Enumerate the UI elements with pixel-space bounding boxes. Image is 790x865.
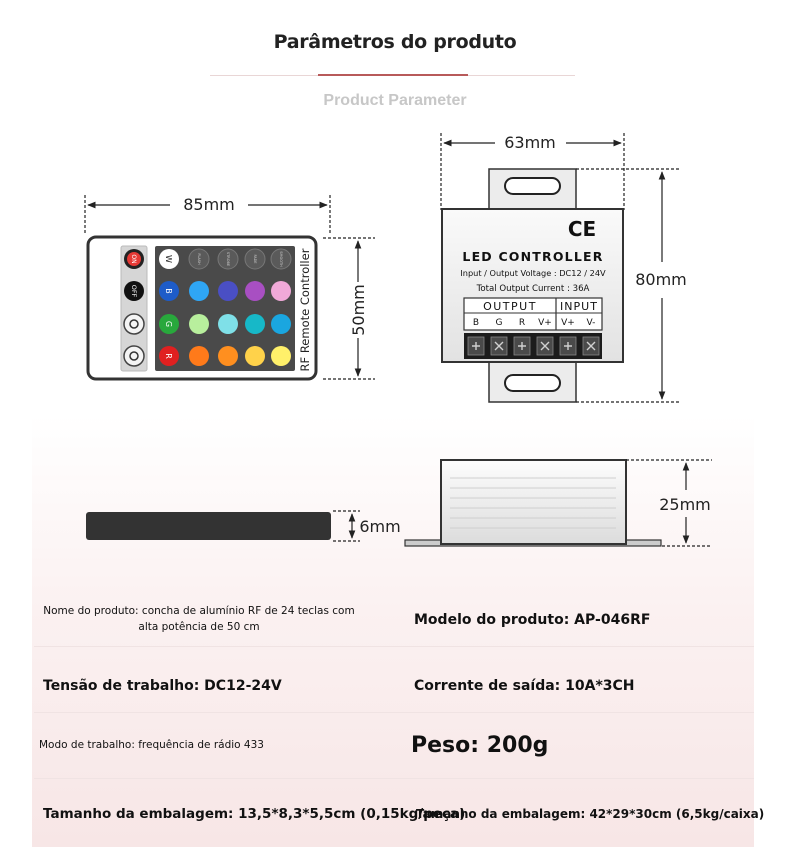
spec-work-mode: Modo de trabalho: frequência de rádio 433 — [39, 739, 264, 751]
spec-divider — [34, 712, 754, 713]
svg-text:B: B — [164, 288, 173, 294]
controller-voltage: Input / Output Voltage : DC12 / 24V — [460, 268, 606, 278]
controller-height-label: 80mm — [635, 270, 687, 289]
svg-text:OUTPUT: OUTPUT — [483, 300, 537, 313]
rf-remote — [88, 237, 316, 379]
remote-side-view — [86, 511, 401, 541]
svg-text:W: W — [164, 255, 173, 263]
page-subtitle: Product Parameter — [323, 92, 467, 109]
svg-text:G: G — [164, 320, 173, 328]
remote-thickness-label: 6mm — [359, 517, 401, 536]
svg-text:FLASH: FLASH — [197, 253, 201, 265]
svg-text:FADE: FADE — [253, 254, 257, 264]
spec-weight: Peso: 200g — [411, 733, 549, 758]
spec-package-single: Tamanho da embalagem: 13,5*8,3*5,5cm (0,15kg/peça) — [43, 806, 466, 822]
svg-text:R: R — [518, 318, 526, 328]
spec-voltage: Tensão de trabalho: DC12-24V — [43, 678, 282, 694]
remote-width-label: 85mm — [183, 195, 235, 214]
svg-text:R: R — [164, 353, 173, 359]
remote-height-dimension — [323, 238, 375, 379]
svg-text:V-: V- — [586, 318, 596, 328]
led-controller — [442, 169, 623, 402]
spec-divider — [34, 778, 754, 779]
spec-divider — [34, 646, 754, 647]
controller-width-label: 63mm — [504, 133, 556, 152]
controller-thickness-label: 25mm — [659, 495, 711, 514]
spec-model: Modelo do produto: AP-046RF — [414, 612, 651, 628]
controller-current: Total Output Current : 36A — [476, 284, 590, 294]
svg-text:G: G — [495, 318, 503, 328]
svg-text:STROBE: STROBE — [226, 251, 230, 267]
remote-side-label: RF Remote Controller — [298, 248, 312, 372]
brightness-down-icon — [124, 346, 144, 366]
remote-width-dimension — [85, 195, 330, 233]
brightness-up-icon — [124, 314, 144, 334]
controller-name: LED CONTROLLER — [462, 249, 604, 264]
svg-text:ON: ON — [130, 254, 137, 264]
remote-height-label: 50mm — [349, 284, 368, 336]
svg-text:V+: V+ — [561, 318, 575, 328]
svg-text:V+: V+ — [538, 318, 552, 328]
controller-side-view — [405, 460, 712, 546]
page-title: Parâmetros do produto — [273, 31, 517, 53]
svg-text:SMOOTH: SMOOTH — [279, 251, 283, 267]
spec-output-current: Corrente de saída: 10A*3CH — [414, 678, 635, 694]
svg-text:INPUT: INPUT — [560, 300, 598, 313]
svg-text:B: B — [472, 318, 480, 328]
ce-mark: CE — [567, 217, 597, 241]
svg-text:OFF: OFF — [130, 284, 138, 298]
spec-package-box: Tamanho da embalagem: 42*29*30cm (6,5kg/caixa) — [416, 807, 765, 821]
spec-product-name: Nome do produto: concha de alumínio RF de 24 teclas com alta potência de 50 cm — [43, 605, 355, 633]
